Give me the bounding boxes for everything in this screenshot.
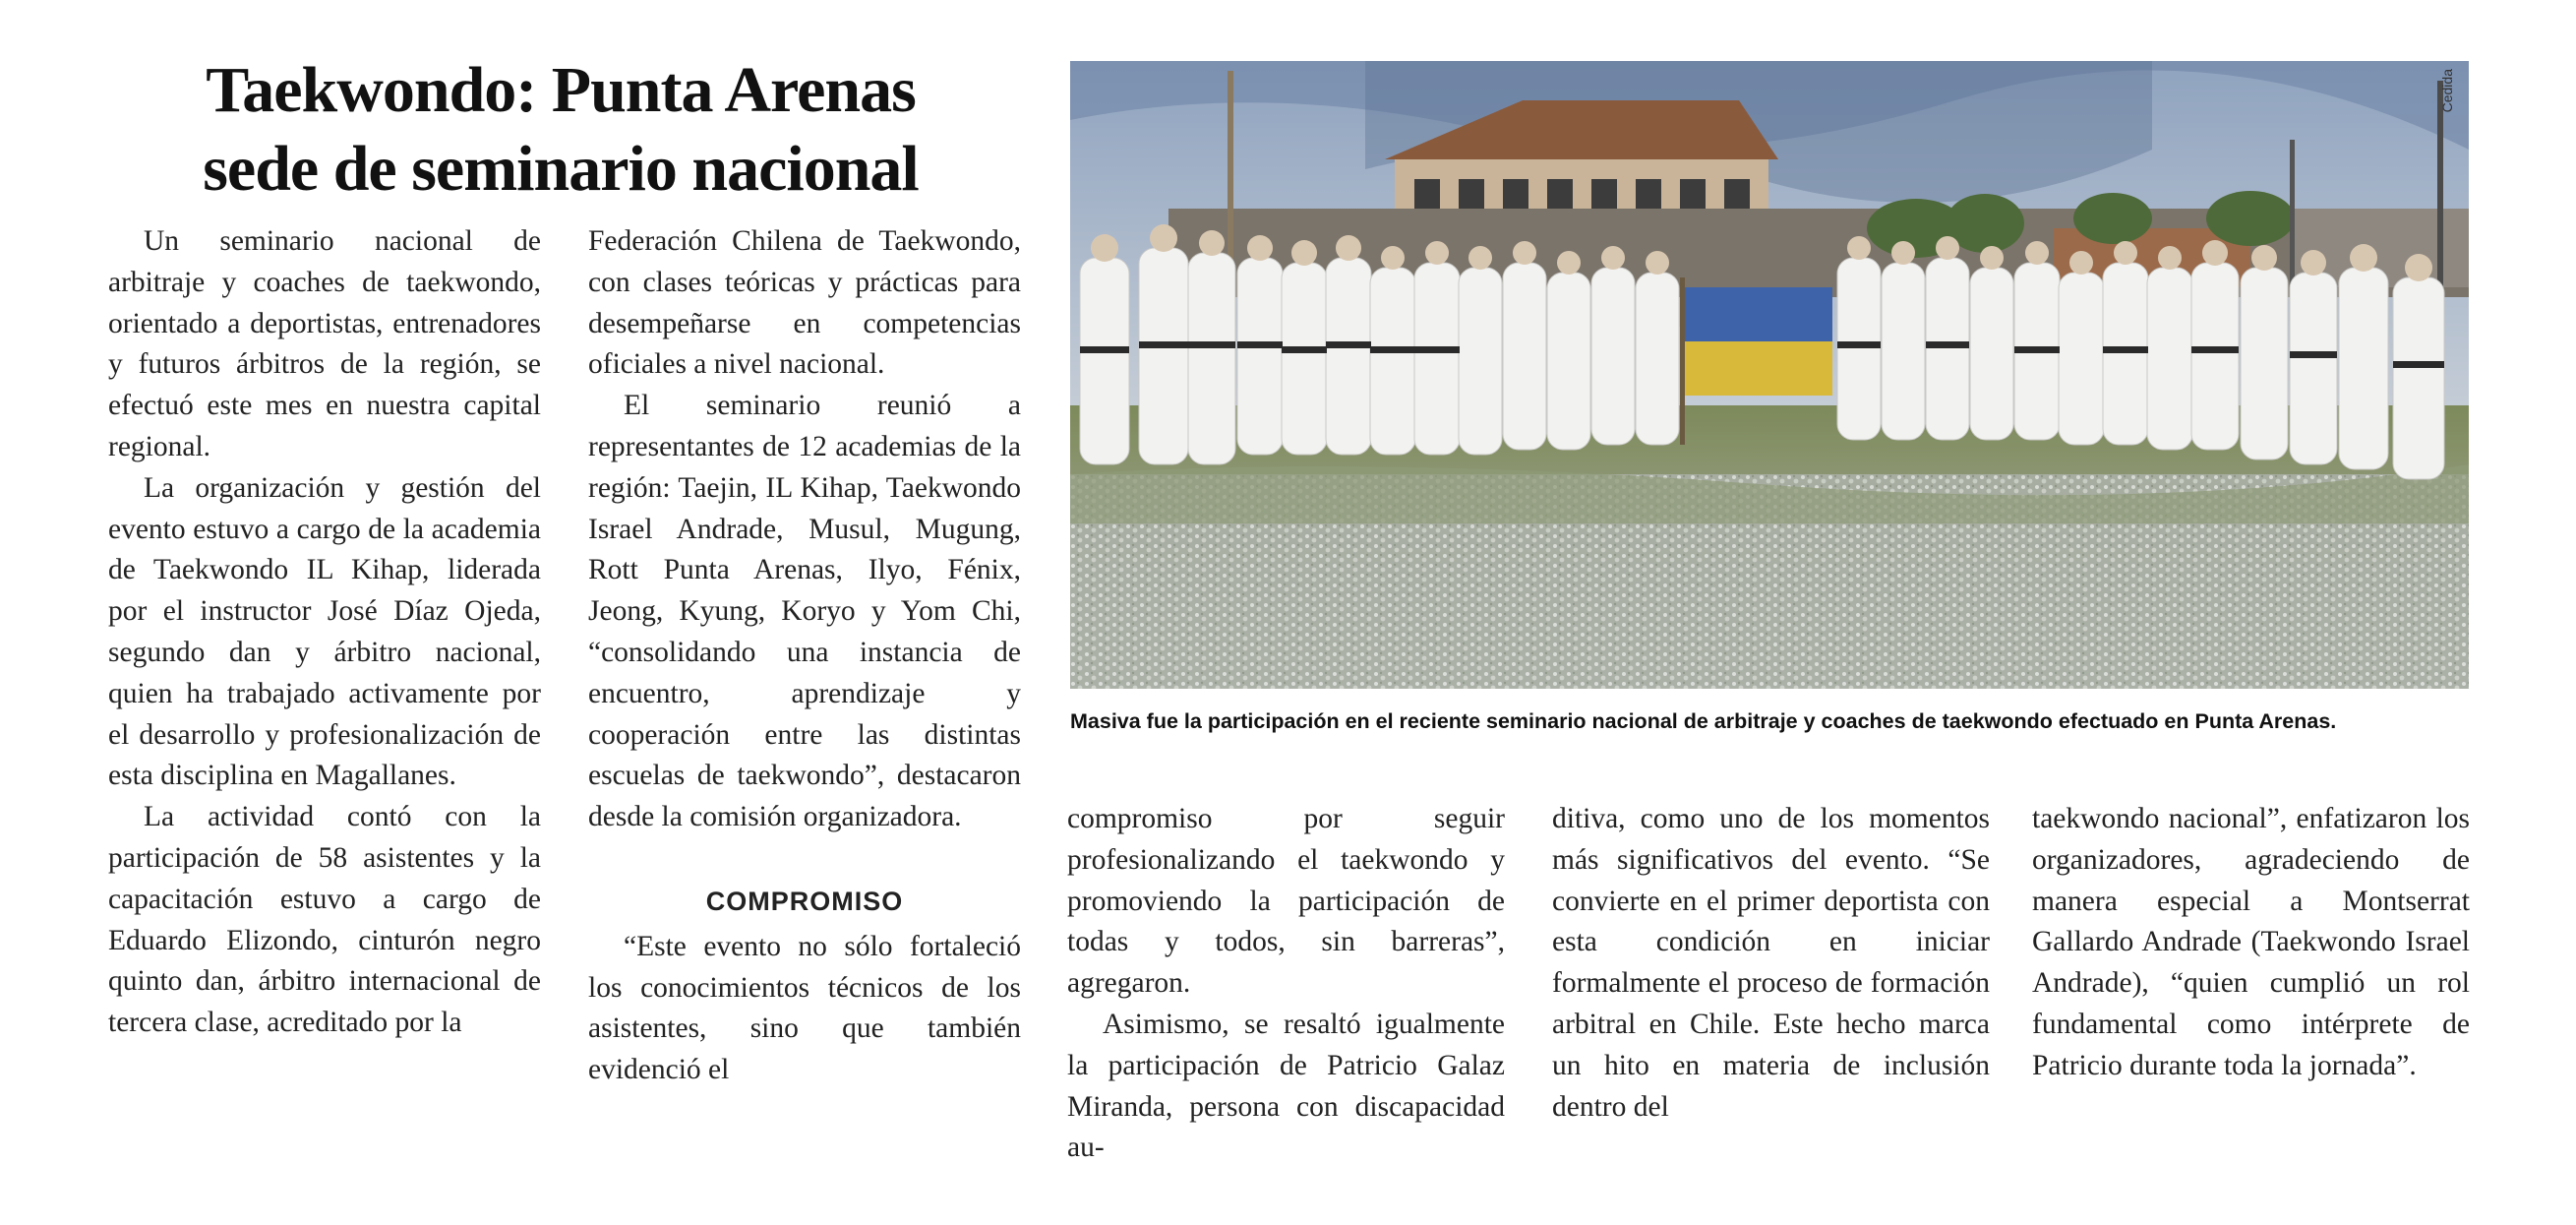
- section-subhead: COMPROMISO: [705, 886, 904, 916]
- paragraph: compromiso por seguir profesionalizando el taekwondo y promoviendo la participación de todas y todos, sin barreras”, agregaron.: [1067, 803, 1505, 1000]
- article-column-2: [588, 221, 1021, 1091]
- group-photo: [1070, 61, 2469, 689]
- paragraph: La actividad contó con la participación de 58 asistentes y la capacitación estuvo a cargo de Eduardo Elizondo, cinturón negro quinto dan, árbitro internacional de tercera clase, acreditado por la: [108, 801, 541, 1039]
- headline: [108, 51, 1013, 209]
- paragraph: Asimismo, se resaltó igualmente la participación de Patricio Galaz Miranda, persona con discapacidad au-: [1067, 1008, 1505, 1164]
- article-column-4: [1552, 799, 1990, 1128]
- paragraph: “Este evento no sólo fortaleció los conocimientos técnicos de los asistentes, sino que también evidenció el: [588, 930, 1021, 1086]
- photo-caption: Masiva fue la participación en el reciente seminario nacional de arbitraje y coaches de taekwondo efectuado en Punta Arenas.: [1070, 709, 2337, 733]
- paragraph: El seminario reunió a representantes de 12 academias de la región: Taejin, IL Kihap, Taekwondo Israel Andrade, Musul, Mugung, Rott Punta Arenas, Ilyo, Fénix, Jeong, Kyung, Koryo y Yom Chi, “consolidando una instancia de encuentro, aprendizaje y cooperación entre las distintas escuelas de taekwondo”, destacaron desde la comisión organizadora.: [588, 390, 1021, 833]
- article-column-1: [108, 221, 541, 1044]
- group-photo-image: [1070, 61, 2469, 689]
- paragraph: Federación Chilena de Taekwondo, con clases teóricas y prácticas para desempeñarse en competencias oficiales a nivel nacional.: [588, 225, 1021, 381]
- headline-line-2: sede de seminario nacional: [203, 133, 919, 205]
- article-column-3: [1067, 799, 1505, 1169]
- paragraph: La organización y gestión del evento estuvo a cargo de la academia de Taekwondo IL Kihap, liderada por el instructor José Díaz Ojeda, segundo dan y árbitro nacional, quien ha trabajado activamente por el desarrollo y profesionalización de esta disciplina en Magallanes.: [108, 471, 541, 792]
- photo-credit: Cedida: [2439, 69, 2455, 113]
- headline-line-1: Taekwondo: Punta Arenas: [206, 54, 916, 126]
- paragraph: ditiva, como uno de los momentos más significativos del evento. “Se convierte en el primer deportista con esta condición en iniciar formalmente el proceso de formación arbitral en Chile. Este hecho marca un hito en materia de inclusión dentro del: [1552, 803, 1990, 1123]
- article-column-5: [2032, 799, 2470, 1087]
- paragraph: taekwondo nacional”, enfatizaron los organizadores, agradeciendo de manera especial a Montserrat Gallardo Andrade (Taekwondo Israel Andrade), “quien cumplió un rol fundamental como intérprete de Patricio durante toda la jornada”.: [2032, 803, 2470, 1081]
- paragraph: Un seminario nacional de arbitraje y coaches de taekwondo, orientado a deportistas, entrenadores y futuros árbitros de la región, se efectuó este mes en nuestra capital regional.: [108, 225, 541, 462]
